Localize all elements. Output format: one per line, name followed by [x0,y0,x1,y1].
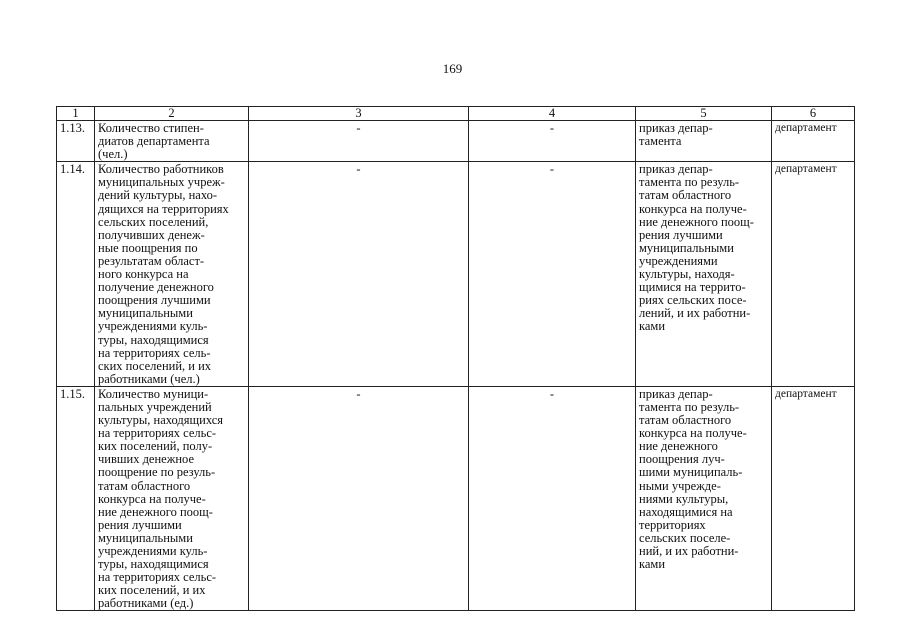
value-cell-col4: - [469,121,636,162]
responsible-cell: департамент [772,121,855,162]
column-header: 1 [57,107,95,121]
column-header: 5 [636,107,772,121]
column-header: 2 [95,107,249,121]
column-header: 4 [469,107,636,121]
indicator-cell: Количество работников муниципальных учреж- дений культуры, нахо- дящихся на территориях сельских поселений, получивших денеж- ные поощрения по результатам област- ного конкурса на получение денежного поощрения лучшими муниципальными учреждениями куль- туры, находящимися на территориях сель- ских поселений, и их работниками (чел.) [95,162,249,387]
table-row [57,121,855,162]
column-header: 6 [772,107,855,121]
source-cell: приказ депар- тамента по резуль- татам областного конкурса на получе- ние денежного поощрения луч- шими муниципаль- ными учрежде- ниями культуры, находящимися на территориях сельских поселе- ний, и их работни- ками [636,386,772,611]
responsible-cell: департамент [772,162,855,387]
row-number: 1.13. [57,121,95,162]
indicator-cell: Количество стипен- диатов департамента (чел.) [95,121,249,162]
row-number: 1.14. [57,162,95,387]
responsible-cell: департамент [772,386,855,611]
indicators-table [56,106,855,611]
page-number: 169 [442,61,463,76]
source-cell: приказ депар- тамента по резуль- татам областного конкурса на получе- ние денежного поощ- рения лучшими муниципальными учреждениями культуры, находя- щимися на террито- риях сельских посе- лений, и их работни- ками [636,162,772,387]
table-header-row [57,107,855,121]
row-number: 1.15. [57,386,95,611]
indicator-cell: Количество муници- пальных учреждений культуры, находящихся на территориях сельс- ких поселений, полу- чивших денежное поощрение по резуль- татам областного конкурса на получе- ние денежного поощ- рения лучшими муниципальными учреждениями куль- туры, находящимися на территориях сельс- ких поселений, и их работниками (ед.) [95,386,249,611]
value-cell-col3: - [249,121,469,162]
column-header: 3 [249,107,469,121]
table-row [57,386,855,611]
source-cell: приказ депар- тамента [636,121,772,162]
value-cell-col4: - [469,386,636,611]
value-cell-col4: - [469,162,636,387]
table-row [57,162,855,387]
value-cell-col3: - [249,162,469,387]
value-cell-col3: - [249,386,469,611]
